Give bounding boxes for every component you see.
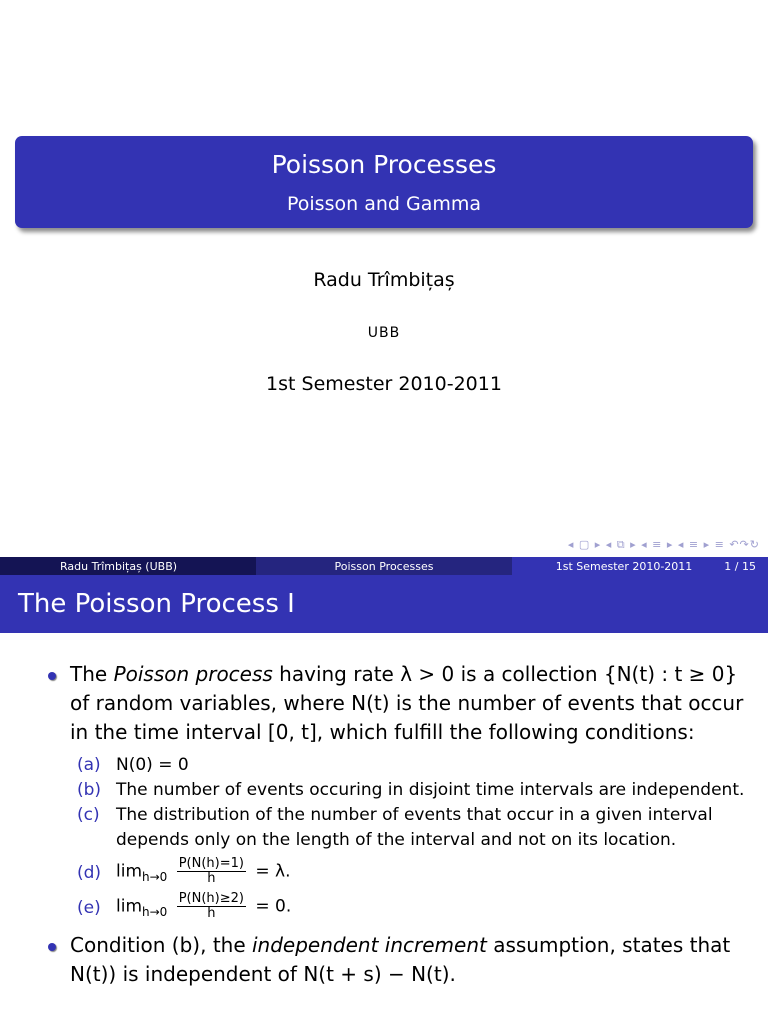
- conditions-list: [0, 753, 768, 925]
- fraction: $\frac{P(N(h)=1)}{h}$: [178, 856, 244, 886]
- fraction: $\frac{P(N(h)\ge 2)}{h}$: [178, 890, 244, 921]
- condition-label: (e): [77, 897, 101, 918]
- footer-title: Poisson Processes: [256, 557, 512, 575]
- footer-right: [512, 557, 768, 575]
- condition-label: (b): [77, 780, 102, 800]
- title-block: [15, 136, 753, 228]
- list-item: [0, 931, 768, 989]
- bullet1-line2: of random variables, where N(t) is the number of events that occur: [70, 691, 744, 715]
- footer-date: 1st Semester 2010-2011: [555, 559, 693, 573]
- bullet2-line1: Condition (b), the independent increment assumption, states that: [70, 932, 731, 957]
- beamer-navigation-icons[interactable]: ◂ ▢ ▸ ◂ ⧉ ▸ ◂ ≡ ▸ ◂ ≡ ▸ ≡ ↶↷↻: [567, 538, 760, 551]
- author-name: Radu Trîmbițaș: [313, 269, 455, 291]
- condition-c: (c) The distribution of the number of events that occur in a given interval depends only on the length of the interval and not on its location.: [77, 805, 713, 850]
- institute: UBB: [367, 325, 401, 341]
- condition-d: (d) $\lim_{h\to 0}$ $\frac{P(N(h)=1)}{h}$ = λ.: [77, 856, 291, 886]
- condition-b: (b) The number of events occuring in disjoint time intervals are independent.: [0, 778, 768, 803]
- presentation-title: Poisson Processes: [271, 150, 497, 179]
- footer-page-number: 1 / 15: [724, 559, 756, 573]
- bullet2-line2: N(t)) is independent of N(t + s) − N(t).: [70, 961, 456, 986]
- slide-content: [0, 660, 768, 989]
- frame-title: The Poisson Process I: [0, 575, 768, 633]
- presentation-date: 1st Semester 2010-2011: [266, 373, 502, 395]
- condition-a: (a) N(0) = 0: [0, 753, 768, 778]
- condition-label: (d): [77, 863, 102, 883]
- bullet1-line1: The Poisson process having rate λ > 0 is a collection {N(t) : t ≥ 0}: [70, 662, 738, 686]
- emphasis-independent-increment: independent increment: [252, 932, 487, 957]
- bullet1-line3: in the time interval [0, t], which fulfill the following conditions:: [70, 720, 695, 744]
- presentation-subtitle: Poisson and Gamma: [287, 193, 481, 215]
- emphasis-poisson-process: Poisson process: [113, 662, 273, 686]
- list-item: [0, 660, 768, 747]
- condition-label: (c): [77, 805, 100, 825]
- condition-label: (a): [77, 755, 101, 775]
- bullet-icon: [48, 943, 56, 951]
- slide-footer: [0, 557, 768, 575]
- footer-author: Radu Trîmbițaș (UBB): [0, 557, 256, 575]
- bullet-icon: [48, 672, 56, 680]
- condition-e: (e) $\lim_{h\to 0}$ $\frac{P(N(h)\ge 2)}{h}$ = 0.: [77, 890, 292, 921]
